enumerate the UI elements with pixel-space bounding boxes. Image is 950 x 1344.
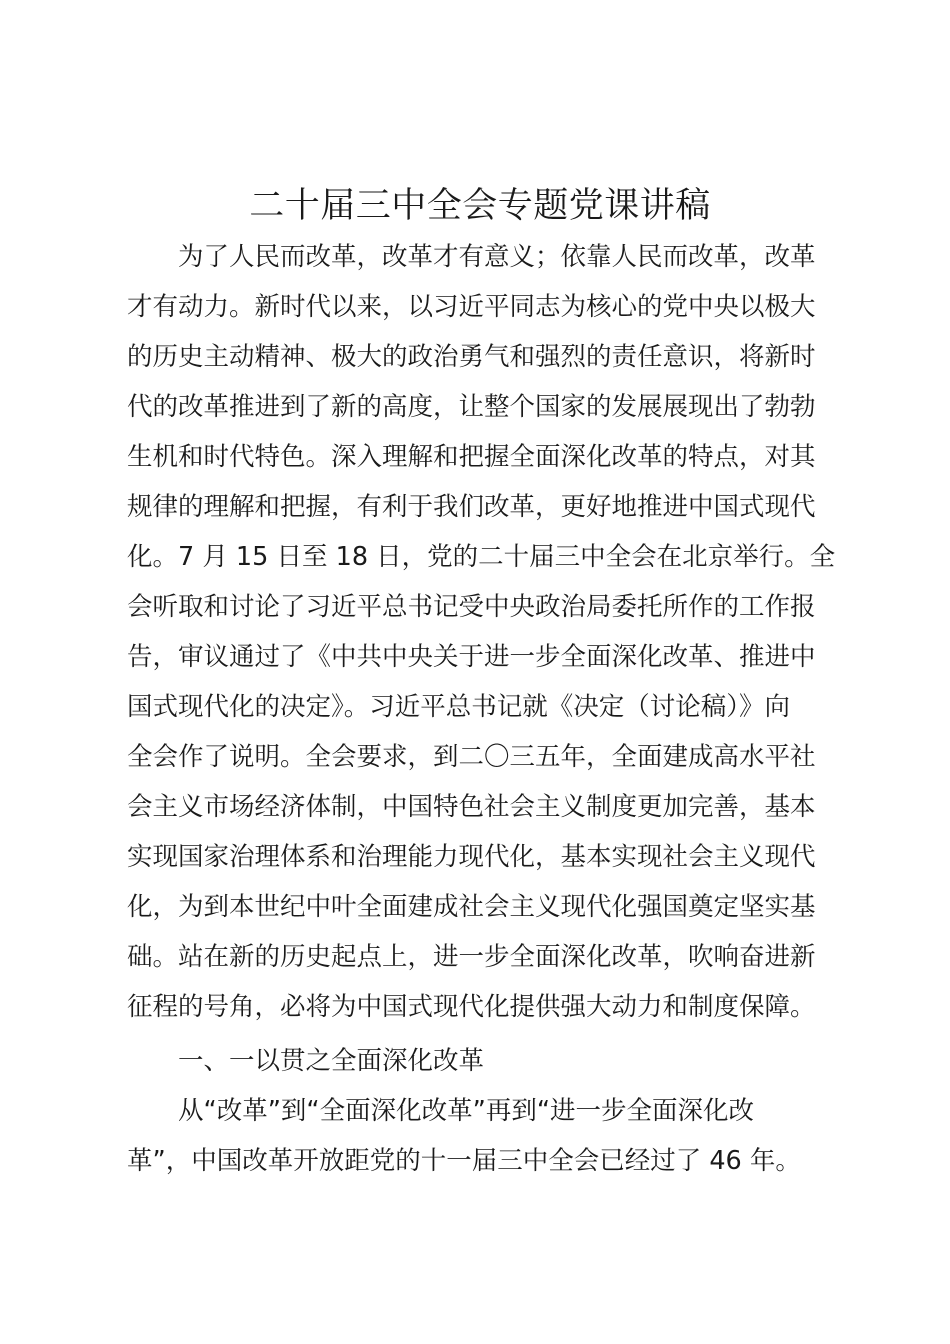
text-line: 从“改革”到“全面深化改革”再到“进一步全面深化改: [178, 1096, 755, 1126]
text-line: 征程的号角，必将为中国式现代化提供强大动力和制度保障。: [127, 992, 816, 1022]
text-line: 为了人民而改革，改革才有意义；依靠人民而改革，改革: [178, 242, 816, 272]
text-line: 实现国家治理体系和治理能力现代化，基本实现社会主义现代: [127, 842, 816, 872]
text-line: 国式现代化的决定》。习近平总书记就《决定（讨论稿）》向: [127, 692, 791, 722]
document-title: 二十届三中全会专题党课讲稿: [249, 186, 711, 226]
text-line: 告，审议通过了《中共中央关于进一步全面深化改革、推进中: [127, 642, 816, 672]
text-line: 化。7 月 15 日至 18 日，党的二十届三中全会在北京举行。全: [127, 542, 835, 572]
text-line: 代的改革推进到了新的高度，让整个国家的发展展现出了勃勃: [127, 392, 816, 422]
text-line: 础。站在新的历史起点上，进一步全面深化改革，吹响奋进新: [127, 942, 816, 972]
section-heading: 一、一以贯之全面深化改革: [178, 1046, 485, 1076]
text-line: 生机和时代特色。深入理解和把握全面深化改革的特点，对其: [127, 442, 816, 472]
paragraph-section-1: [127, 1086, 835, 1186]
text-line: 才有动力。新时代以来，以习近平同志为核心的党中央以极大: [127, 292, 816, 322]
text-line: 规律的理解和把握，有利于我们改革，更好地推进中国式现代: [127, 492, 816, 522]
text-line: 革”，中国改革开放距党的十一届三中全会已经过了 46 年。: [127, 1146, 801, 1176]
text-line: 的历史主动精神、极大的政治勇气和强烈的责任意识，将新时: [127, 342, 816, 372]
text-line: 会主义市场经济体制，中国特色社会主义制度更加完善，基本: [127, 792, 816, 822]
document-body: [127, 232, 835, 1186]
text-line: 会听取和讨论了习近平总书记受中央政治局委托所作的工作报: [127, 592, 816, 622]
text-line: 化，为到本世纪中叶全面建成社会主义现代化强国奠定坚实基: [127, 892, 816, 922]
paragraph-intro: [127, 232, 835, 1032]
text-line: 全会作了说明。全会要求，到二〇三五年，全面建成高水平社: [127, 742, 816, 772]
